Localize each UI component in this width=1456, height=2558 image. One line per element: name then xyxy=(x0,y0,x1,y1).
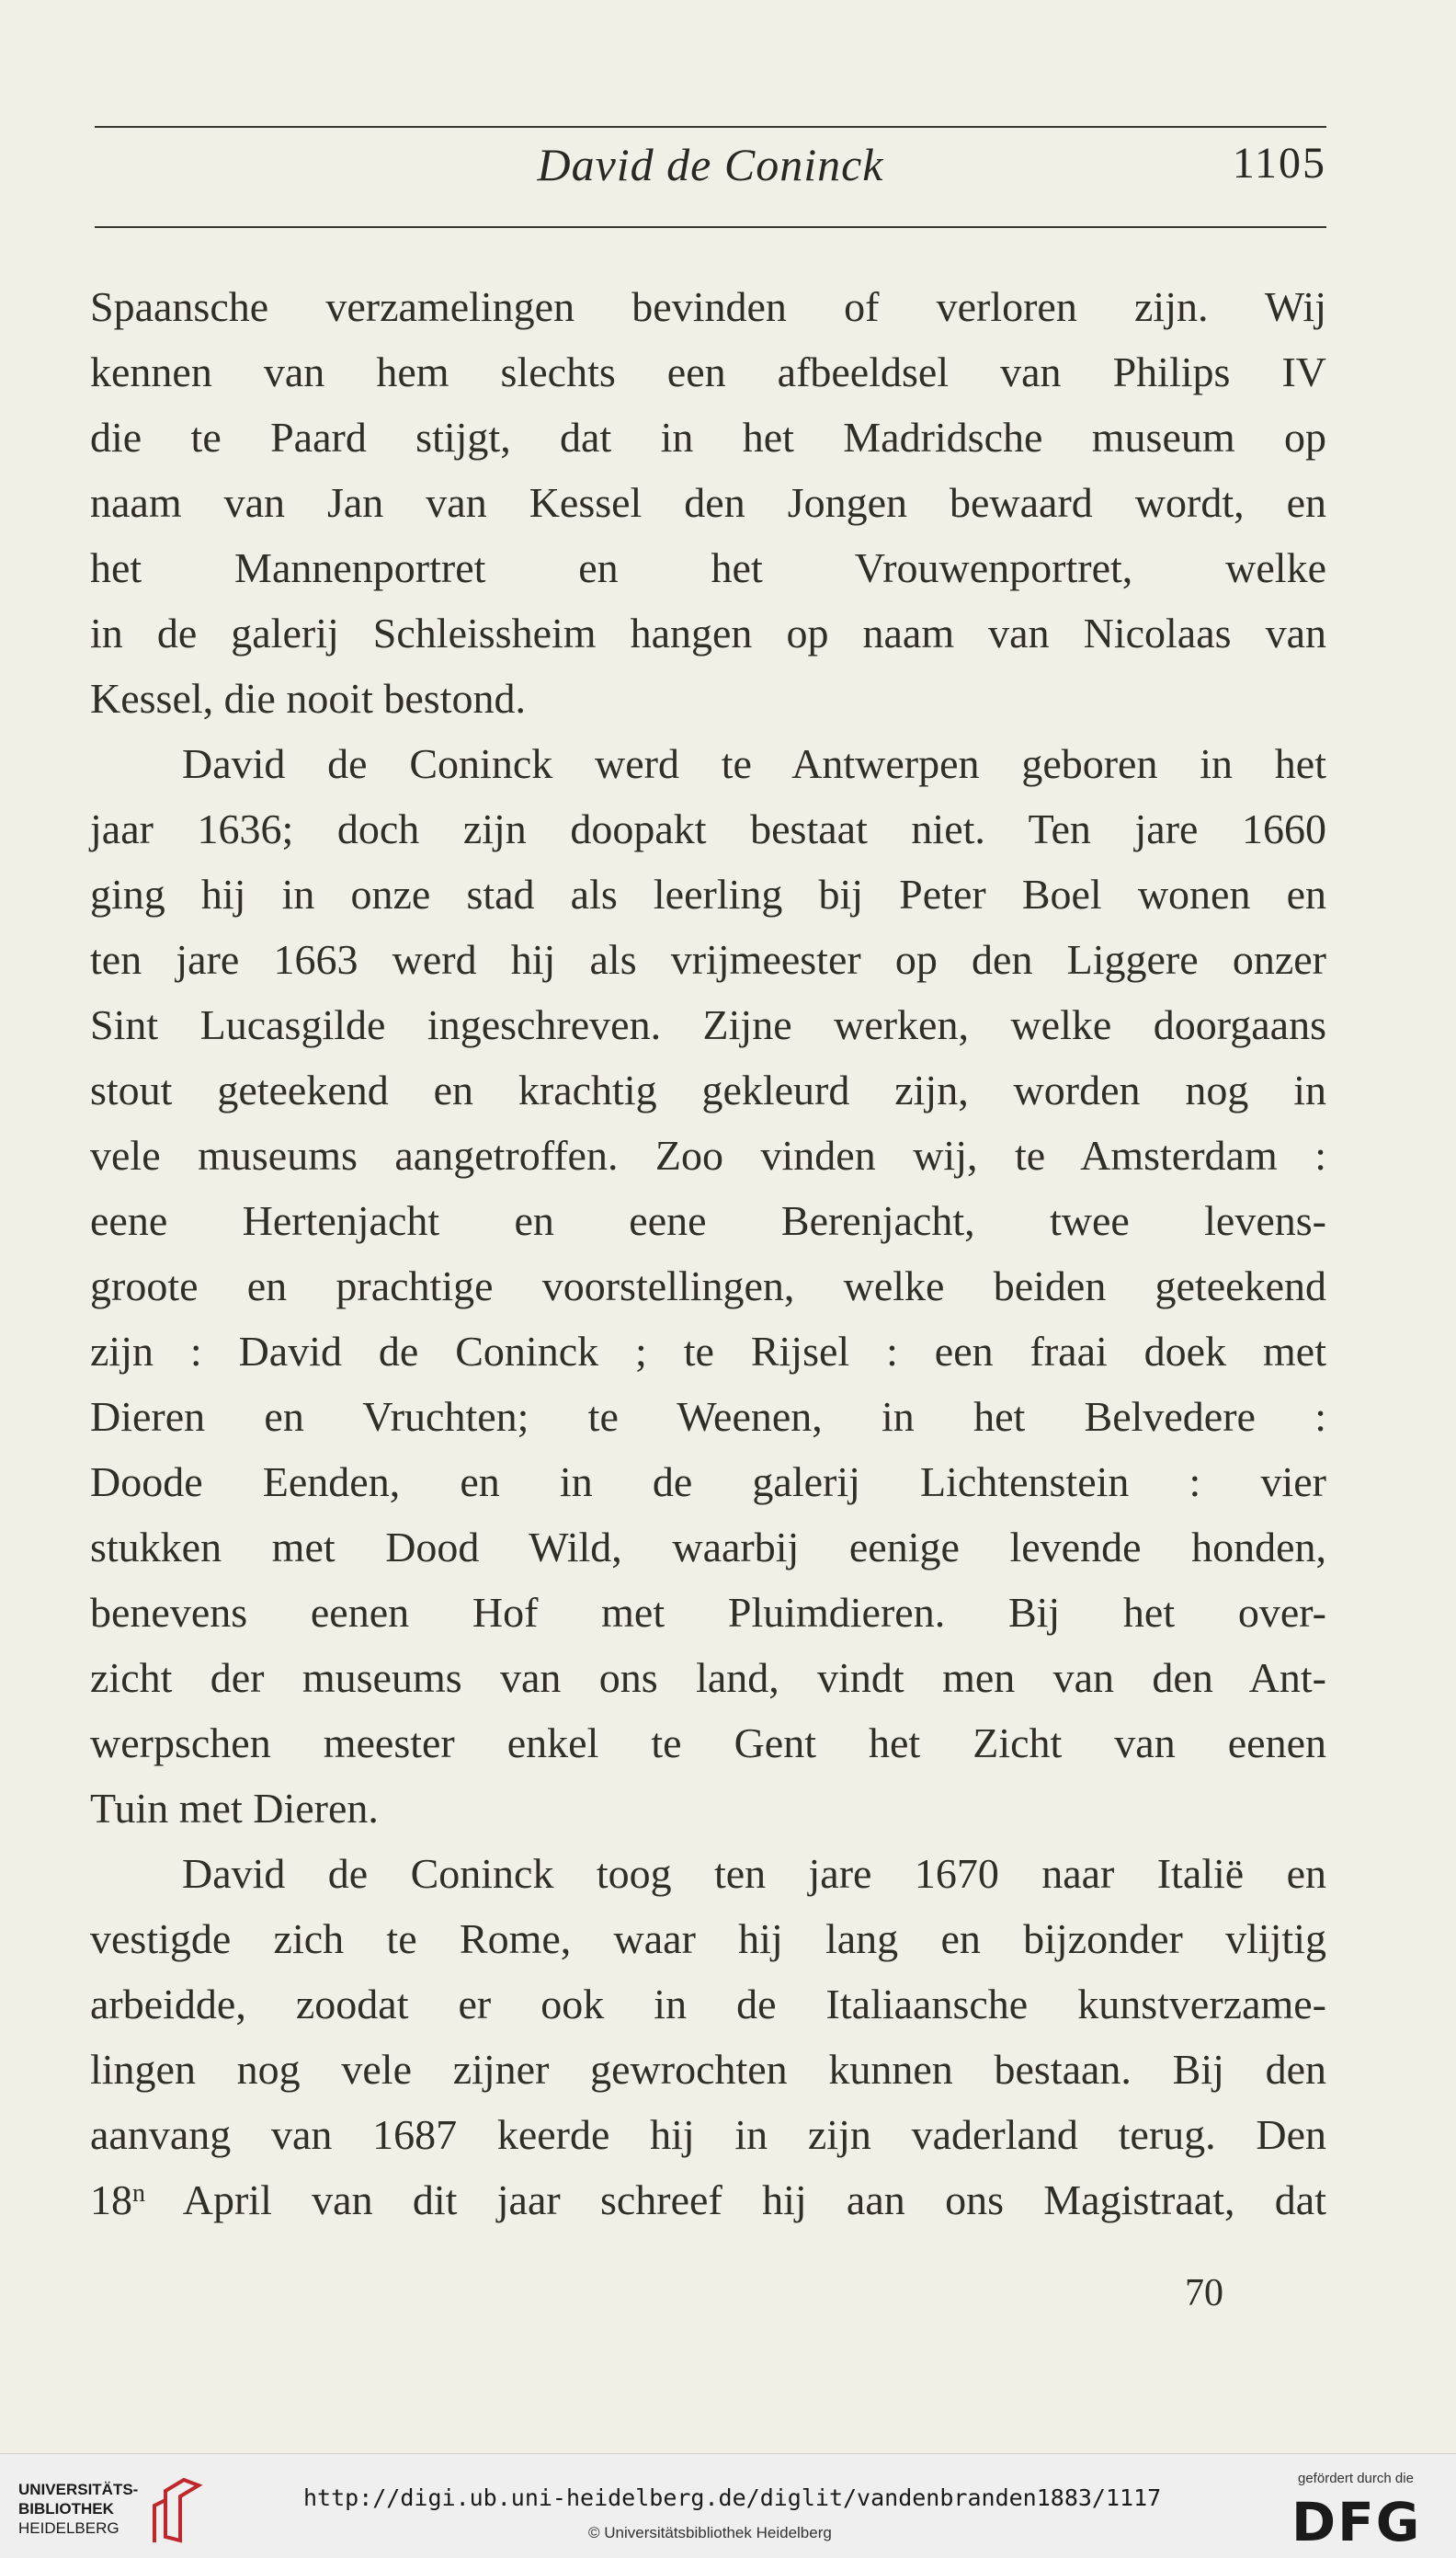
text-line: Kessel, die nooit bestond. xyxy=(90,675,526,722)
text-line: David de Coninck werd te Antwerpen geboren in het xyxy=(182,740,1326,787)
library-name xyxy=(18,2480,138,2538)
text-line: kennen van hem slechts een afbeeldsel van Philips IV xyxy=(90,348,1326,395)
text-line xyxy=(90,2167,1326,2233)
running-head-title: David de Coninck xyxy=(537,139,884,190)
text-line: Doode Eenden, en in de galerij Lichtenstein : vier xyxy=(90,1458,1326,1505)
text-line: het Mannenportret en het Vrouwenportret, welke xyxy=(90,544,1326,591)
text-line: Sint Lucasgilde ingeschreven. Zijne werken, welke doorgaans xyxy=(90,1001,1326,1048)
text-line: arbeidde, zoodat er ook in de Italiaansche kunstverzame- xyxy=(90,1981,1326,2027)
line-remainder: April van dit jaar schreef hij aan ons Magistraat, dat xyxy=(182,2176,1326,2223)
text-line: stout geteekend en krachtig gekleurd zijn, worden nog in xyxy=(90,1067,1326,1113)
text-line: zicht der museums van ons land, vindt men van den Ant- xyxy=(90,1654,1326,1701)
running-head xyxy=(95,138,1326,211)
text-line: werpschen meester enkel te Gent het Zicht van eenen xyxy=(90,1719,1326,1766)
header-rule-bottom xyxy=(95,226,1326,228)
text-line: eene Hertenjacht en eene Berenjacht, twee levens- xyxy=(90,1197,1326,1244)
library-name-line: UNIVERSITÄTS- xyxy=(18,2481,139,2498)
library-name-line: HEIDELBERG xyxy=(18,2519,119,2537)
text-line: groote en prachtige voorstellingen, welke beiden geteekend xyxy=(90,1262,1326,1309)
ordinal-superscript: n xyxy=(132,2179,145,2208)
library-name-line: BIBLIOTHEK xyxy=(18,2500,114,2518)
text-line: Dieren en Vruchten; te Weenen, in het Belvedere : xyxy=(90,1393,1326,1440)
signature-mark: 70 xyxy=(1185,2272,1223,2314)
text-line: in de galerij Schleissheim hangen op naam van Nicolaas van xyxy=(90,610,1326,657)
dfg-logo: DFG xyxy=(1291,2491,1422,2553)
header-rule-top xyxy=(95,126,1326,128)
text-line: ging hij in onze stad als leerling bij Peter Boel wonen en xyxy=(90,871,1326,918)
text-line: die te Paard stijgt, dat in het Madridsche museum op xyxy=(90,414,1326,461)
text-line: vestigde zich te Rome, waar hij lang en bijzonder vlijtig xyxy=(90,1915,1326,1962)
funding-caption: gefördert durch die xyxy=(1298,2471,1414,2486)
text-line: lingen nog vele zijner gewrochten kunnen bestaan. Bij den xyxy=(90,2046,1326,2093)
page-number: 1105 xyxy=(1232,139,1326,188)
text-line: vele museums aangetroffen. Zoo vinden wij, te Amsterdam : xyxy=(90,1132,1326,1179)
body-text xyxy=(90,274,1326,2233)
text-line: benevens eenen Hof met Pluimdieren. Bij het over- xyxy=(90,1589,1326,1636)
text-line: stukken met Dood Wild, waarbij eenige levende honden, xyxy=(90,1524,1326,1570)
text-line: Spaansche verzamelingen bevinden of verloren zijn. Wij xyxy=(90,283,1326,330)
permalink[interactable]: http://digi.ub.uni-heidelberg.de/diglit/vandenbranden1883/1117 xyxy=(303,2484,1162,2511)
text-line: jaar 1636; doch zijn doopakt bestaat niet. Ten jare 1660 xyxy=(90,805,1326,852)
text-line: zijn : David de Coninck ; te Rijsel : een fraai doek met xyxy=(90,1328,1326,1375)
text-line: aanvang van 1687 keerde hij in zijn vaderland terug. Den xyxy=(90,2111,1326,2158)
library-logo-icon xyxy=(147,2472,206,2546)
copyright-notice: © Universitätsbibliothek Heidelberg xyxy=(588,2524,832,2541)
text-line: ten jare 1663 werd hij als vrijmeester op den Liggere onzer xyxy=(90,936,1326,983)
footer-bar xyxy=(0,2453,1456,2558)
text-line: David de Coninck toog ten jare 1670 naar Italië en xyxy=(182,1850,1326,1897)
text-line: Tuin met Dieren. xyxy=(90,1785,379,1832)
day-number: 18 xyxy=(90,2176,132,2223)
text-line: naam van Jan van Kessel den Jongen bewaard wordt, en xyxy=(90,479,1326,526)
